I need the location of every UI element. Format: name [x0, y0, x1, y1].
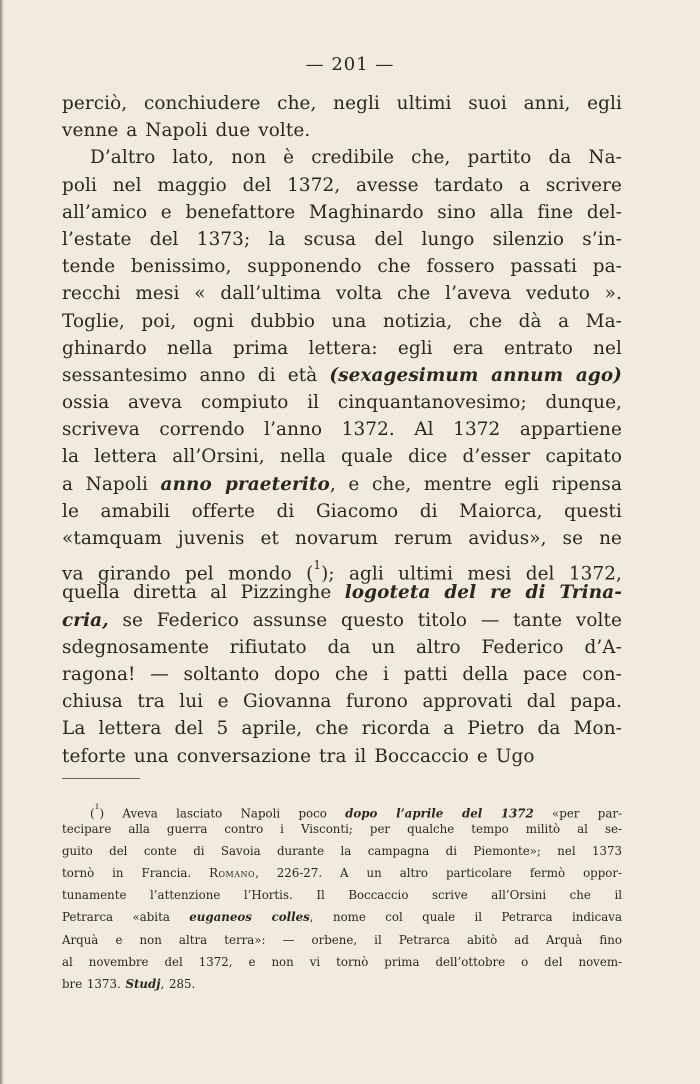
text-segment: D’altro lato, non è credibile che, partito da Na-	[90, 147, 622, 169]
body-line	[62, 579, 622, 606]
text-segment: al novembre del 1372, e non vi tornò prima dell’ottobre o del novem-	[62, 954, 622, 969]
text-segment: ossia aveva compiuto il cinquantanovesimo; dunque,	[62, 392, 622, 414]
text-segment: l’estate del 1373; la scusa del lungo silenzio s’in-	[62, 228, 622, 250]
text-segment: chiusa tra lui e Giovanna furono approvati dal papa.	[62, 691, 622, 713]
footnote-line	[62, 951, 622, 973]
text-segment: recchi mesi « dall’ultima volta che l’aveva veduto ».	[62, 283, 622, 305]
text-segment: tunamente l’attenzione l’Hortis. Il Boccaccio scrive all’Orsini che il	[62, 888, 622, 903]
text-segment: la lettera all’Orsini, nella quale dice d’esser capitato	[62, 446, 622, 468]
footnote-line	[62, 929, 622, 951]
body-line	[62, 90, 622, 117]
text-segment: ); agli ultimi mesi del 1372,	[321, 563, 622, 585]
body-line	[62, 362, 622, 389]
text-segment: le amabili offerte di Giacomo di Maiorca, questi	[62, 500, 622, 522]
text-segment: tornò in Francia.	[62, 866, 210, 881]
footnote-line	[62, 840, 622, 862]
body-text	[62, 90, 622, 770]
body-line	[62, 552, 622, 585]
footnote-line	[62, 884, 622, 906]
footnotes	[62, 796, 622, 995]
body-line	[62, 715, 622, 742]
text-segment: teforte una conversazione tra il Boccaccio e Ugo	[62, 745, 535, 767]
text-segment: scriveva correndo l’anno 1372. Al 1372 appartiene	[62, 419, 622, 441]
footnote-line	[62, 906, 622, 928]
text-segment: tende benissimo, supponendo che fossero passati pa-	[62, 256, 622, 278]
text-segment: ghinardo nella prima lettera: egli era entrato nel	[62, 337, 622, 359]
body-line	[62, 226, 622, 253]
italic-text: Studj	[125, 976, 161, 991]
text-segment: ) Aveva lasciato Napoli poco	[99, 806, 346, 821]
footnote-marker: 1	[94, 802, 100, 811]
text-segment: va girando pel mondo (	[62, 563, 314, 585]
body-line	[62, 199, 622, 226]
body-line	[62, 743, 622, 770]
italic-text: (sexagesimum annum ago)	[329, 364, 622, 386]
body-line	[62, 607, 622, 634]
footnote-divider	[62, 778, 140, 779]
small-caps-text: Romano	[209, 866, 256, 881]
text-segment: all’amico e benefattore Maghinardo sino alla fine del-	[62, 201, 622, 223]
body-line	[62, 389, 622, 416]
body-line	[62, 335, 622, 362]
text-segment: , nome col quale il Petrarca indicava	[309, 910, 623, 925]
body-line	[62, 688, 622, 715]
text-segment: venne a Napoli due volte.	[62, 120, 311, 142]
page-number: — 201 —	[305, 54, 395, 75]
text-segment: , 226-27. A un altro particolare fermò oppor-	[255, 866, 623, 881]
text-segment: «per par-	[533, 806, 622, 821]
text-segment: guito del conte di Savoia durante la campagna di Piemonte»; nel 1373	[62, 844, 622, 859]
body-line	[62, 498, 622, 525]
text-segment: perciò, conchiudere che, negli ultimi suoi anni, egli	[62, 93, 622, 114]
body-line	[62, 172, 622, 199]
body-line	[62, 634, 622, 661]
text-segment: bre 1373.	[62, 976, 126, 991]
text-segment: sessantesimo anno di età	[62, 364, 330, 386]
text-segment: «tamquam juvenis et novarum rerum avidus», se ne	[62, 528, 622, 549]
text-segment: , e che, mentre egli ripensa	[329, 473, 623, 495]
footnote-marker: 1	[313, 558, 322, 573]
italic-text: dopo l’aprile del 1372	[345, 806, 534, 821]
body-line	[62, 525, 622, 552]
italic-text: logoteta del re di Trina-	[344, 582, 622, 604]
text-segment: (	[90, 806, 95, 821]
body-line	[62, 144, 622, 171]
footnote-line	[62, 818, 622, 840]
text-segment: a Napoli	[62, 473, 161, 495]
italic-text: euganeos colles	[189, 910, 310, 925]
body-line	[62, 117, 622, 144]
footnote-line	[62, 796, 622, 821]
text-segment: Petrarca «abita	[62, 910, 190, 925]
body-line	[62, 308, 622, 335]
text-segment: Toglie, poi, ogni dubbio una notizia, che dà a Ma-	[62, 310, 622, 332]
footnote-line	[62, 973, 622, 995]
body-line	[62, 280, 622, 307]
text-segment: sdegnosamente rifiutato da un altro Federico d’A-	[62, 636, 622, 658]
body-line	[62, 416, 622, 443]
text-segment: La lettera del 5 aprile, che ricorda a Pietro da Mon-	[62, 718, 622, 740]
footnote-line	[62, 862, 622, 884]
text-segment: se Federico assunse questo titolo — tante volte	[108, 609, 622, 631]
body-line	[62, 443, 622, 470]
italic-text: cria,	[62, 609, 109, 631]
body-line	[62, 661, 622, 688]
text-segment: Arquà e non altra terra»: — orbene, il Petrarca abitò ad Arquà fino	[62, 932, 622, 947]
italic-text: anno praeterito	[160, 473, 330, 495]
text-segment: ragona! — soltanto dopo che i patti della pace con-	[62, 663, 622, 685]
page-edge	[0, 0, 4, 1084]
text-segment: poli nel maggio del 1372, avesse tardato a scrivere	[62, 174, 622, 196]
body-line	[62, 471, 622, 498]
text-segment: , 285.	[160, 976, 196, 991]
text-segment: tecipare alla guerra contro i Visconti; per qualche tempo militò al se-	[62, 822, 622, 837]
body-line	[62, 253, 622, 280]
text-segment: quella diretta al Pizzinghe	[62, 582, 345, 604]
